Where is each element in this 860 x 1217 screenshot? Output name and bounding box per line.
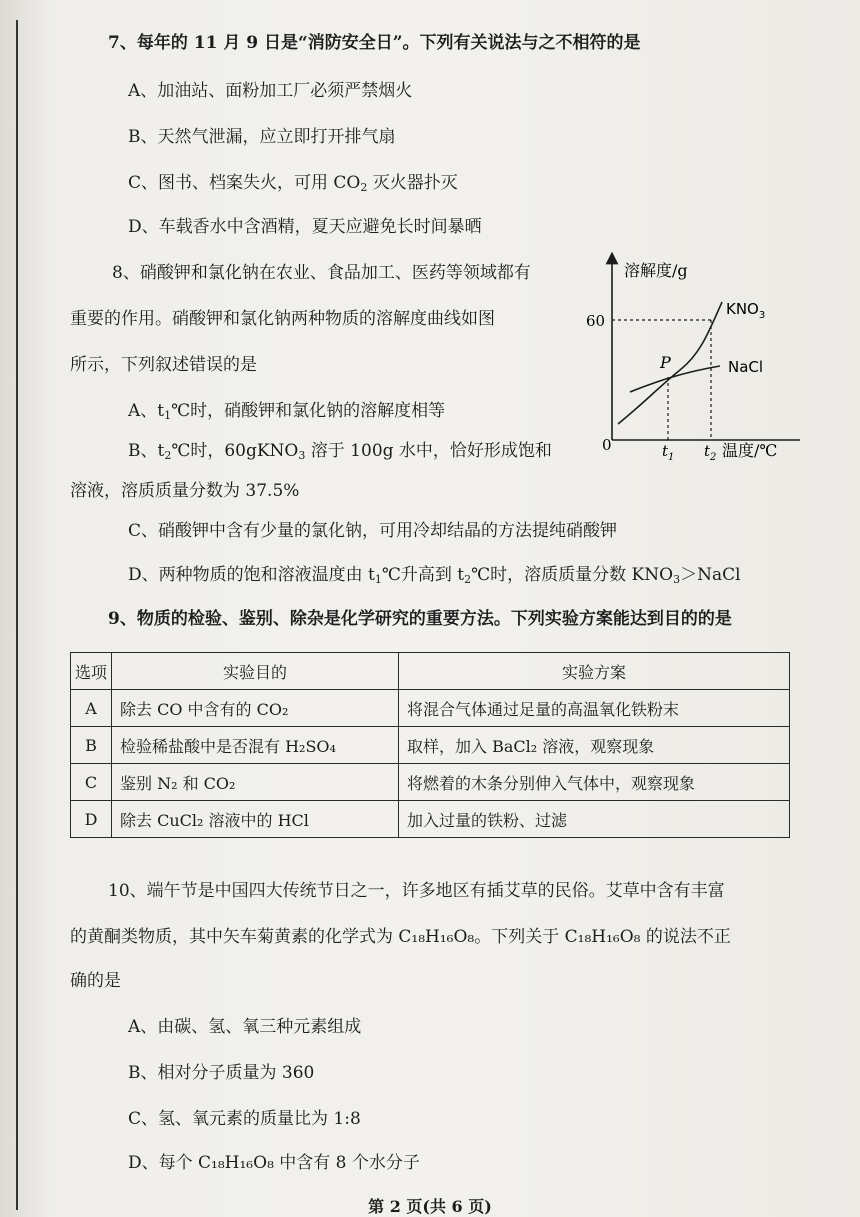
- header-plan: 实验方案: [399, 653, 790, 690]
- q8-b-text: 溶于 100g 水中，恰好形成饱和: [305, 441, 552, 461]
- row-option: D: [71, 801, 112, 838]
- q7-c-text: C、图书、档案失火，可用 CO: [128, 173, 361, 193]
- x-tick-t1: [662, 442, 674, 463]
- q8-d-s3: 3: [673, 573, 681, 586]
- x-tick-t2: [704, 442, 716, 463]
- row-goal: 除去 CuCl₂ 溶液中的 HCl: [112, 801, 399, 838]
- q10-stem-3: 确的是: [70, 971, 121, 991]
- experiment-table: [70, 652, 790, 838]
- q7-option-d: D、车载香水中含酒精，夏天应避免长时间暴晒: [128, 217, 482, 237]
- header-goal: 实验目的: [112, 653, 399, 690]
- q8-d-3: ℃时，溶质质量分数 KNO: [471, 565, 674, 585]
- row-plan: 加入过量的铁粉、过滤: [399, 801, 790, 838]
- q8-option-b-line2: 溶液，溶质质量分数为 37.5%: [70, 481, 300, 501]
- y-tick-60: 60: [586, 312, 606, 330]
- origin-label: 0: [602, 436, 612, 454]
- q8-b-t: B、t: [128, 441, 165, 461]
- q8-stem-1: 8、硝酸钾和氯化钠在农业、食品加工、医药等领域都有: [112, 263, 531, 283]
- q8-option-b-line1: [128, 440, 552, 462]
- row-goal: 除去 CO 中含有的 CO₂: [112, 690, 399, 727]
- q8-b-sub: 2: [164, 449, 172, 462]
- q8-a-t: A、t: [128, 401, 165, 421]
- q8-b-mid: ℃时，60gKNO: [171, 441, 299, 461]
- nacl-curve: [630, 366, 720, 392]
- row-goal: 检验稀盐酸中是否混有 H₂SO₄: [112, 727, 399, 764]
- table-row: [71, 801, 790, 838]
- q8-a-text: ℃时，硝酸钾和氯化钠的溶解度相等: [171, 401, 446, 421]
- q7-option-a: A、加油站、面粉加工厂必须严禁烟火: [128, 81, 413, 101]
- point-p-label: P: [660, 353, 671, 372]
- header-option: 选项: [71, 653, 112, 690]
- t2-sub: 2: [710, 452, 717, 463]
- q8-d-s1: 1: [374, 573, 382, 586]
- kno3-label-main: KNO: [726, 300, 759, 318]
- row-option: C: [71, 764, 112, 801]
- q10-stem-2: 的黄酮类物质，其中矢车菊黄素的化学式为 C₁₈H₁₆O₈。下列关于 C₁₈H₁₆O₈ 的说法不正: [70, 927, 731, 947]
- q8-a-sub: 1: [164, 409, 172, 422]
- q9-stem: 9、物质的检验、鉴别、除杂是化学研究的重要方法。下列实验方案能达到目的的是: [108, 609, 732, 629]
- binding-line: [16, 20, 18, 1210]
- table-header-row: [71, 653, 790, 690]
- q7-option-b: B、天然气泄漏，应立即打开排气扇: [128, 127, 396, 147]
- q7-c-text-2: 灭火器扑灭: [367, 173, 458, 193]
- t1-main: t: [662, 442, 669, 460]
- q8-d-2: ℃升高到 t: [381, 565, 465, 585]
- q10-option-b: B、相对分子质量为 360: [128, 1063, 315, 1083]
- row-plan: 将燃着的木条分别伸入气体中，观察现象: [399, 764, 790, 801]
- t2-main: t: [704, 442, 711, 460]
- x-axis-label: 温度/℃: [722, 441, 778, 460]
- row-goal: 鉴别 N₂ 和 CO₂: [112, 764, 399, 801]
- q8-stem-2: 重要的作用。硝酸钾和氯化钠两种物质的溶解度曲线如图: [70, 309, 495, 329]
- q8-option-c: C、硝酸钾中含有少量的氯化钠，可用冷却结晶的方法提纯硝酸钾: [128, 521, 618, 541]
- q8-option-d: [128, 564, 741, 586]
- q7-stem: 7、每年的 11 月 9 日是“消防安全日”。下列有关说法与之不相符的是: [108, 33, 641, 53]
- q8-d-s2: 2: [464, 573, 472, 586]
- q8-d-4: ＞NaCl: [680, 565, 741, 585]
- page-footer: 第 2 页(共 6 页): [368, 1197, 492, 1216]
- table-row: [71, 690, 790, 727]
- row-plan: 将混合气体通过足量的高温氧化铁粉末: [399, 690, 790, 727]
- q10-option-a: A、由碳、氢、氧三种元素组成: [128, 1017, 362, 1037]
- row-option: A: [71, 690, 112, 727]
- q10-option-d: D、每个 C₁₈H₁₆O₈ 中含有 8 个水分子: [128, 1153, 420, 1173]
- q8-d-1: D、两种物质的饱和溶液温度由 t: [128, 565, 375, 585]
- q10-option-c: C、氢、氧元素的质量比为 1:8: [128, 1109, 361, 1129]
- nacl-label: NaCl: [728, 358, 764, 376]
- q7-c-sub: 2: [360, 181, 368, 194]
- kno3-label-sub: 3: [758, 310, 766, 321]
- t1-sub: 1: [668, 452, 675, 463]
- q8-option-a: [128, 400, 445, 422]
- y-axis-label: 溶解度/g: [624, 261, 688, 280]
- row-plan: 取样，加入 BaCl₂ 溶液，观察现象: [399, 727, 790, 764]
- table-row: [71, 727, 790, 764]
- q10-stem-1: 10、端午节是中国四大传统节日之一，许多地区有插艾草的民俗。艾草中含有丰富: [108, 881, 725, 901]
- solubility-chart: [586, 254, 805, 469]
- kno3-label: [726, 300, 765, 321]
- q8-stem-3: 所示，下列叙述错误的是: [70, 355, 257, 375]
- row-option: B: [71, 727, 112, 764]
- table-row: [71, 764, 790, 801]
- q8-b-sub2: 3: [298, 449, 306, 462]
- q7-option-c: [128, 172, 458, 194]
